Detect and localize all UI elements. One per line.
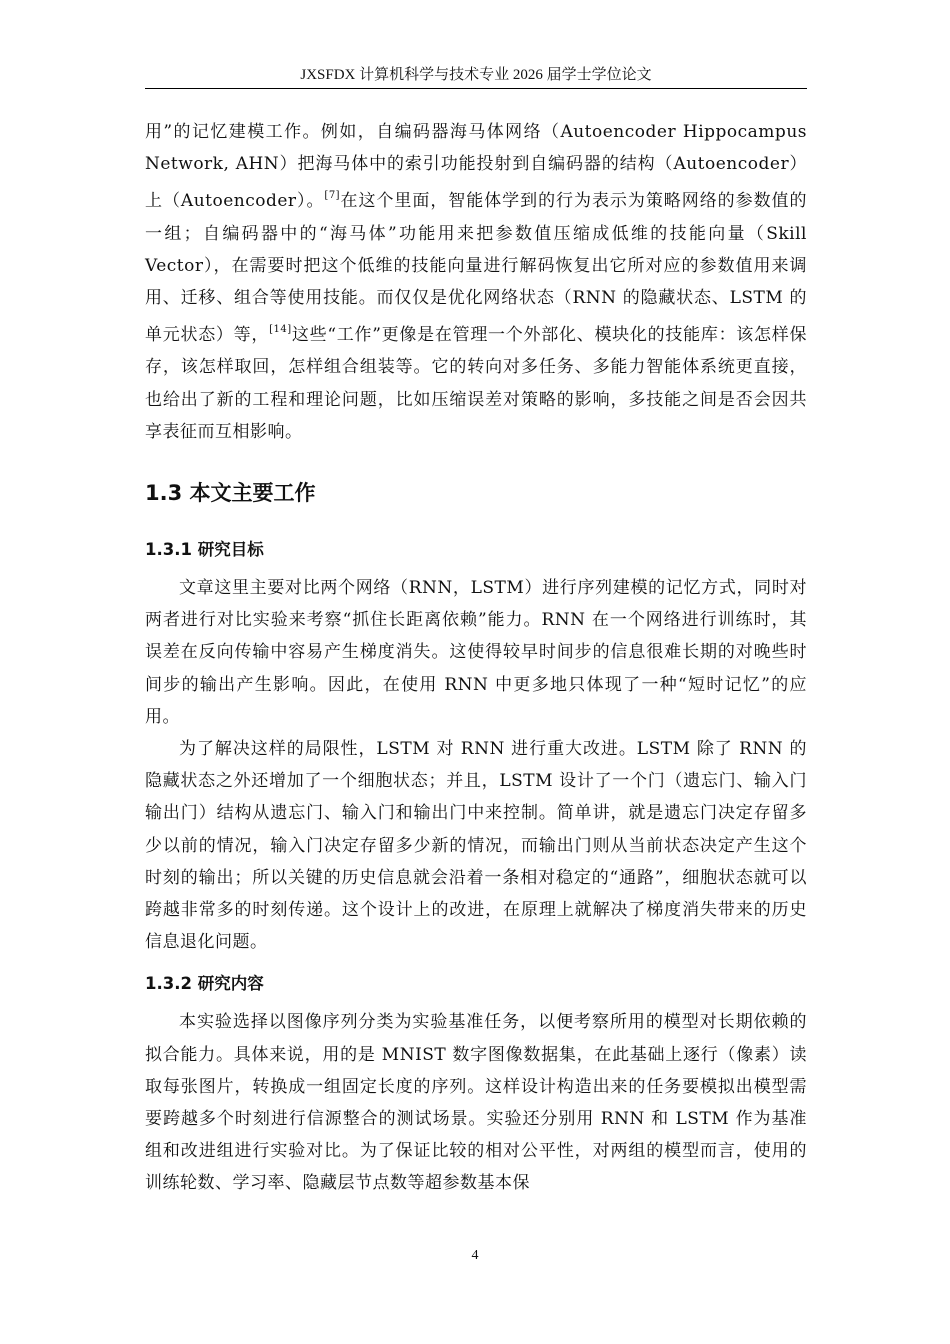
intro-text-part2: 在这个里面，智能体学到的行为表示为策略网络的参数值的一组；自编码器中的“海马体”功能用来把参数值压缩成低维的技能向量（Skill Vector），在需要时把这个低维的技能向量进行解码恢复出它所对应的参数值用来调用、迁移、组合等使用技能。而仅仅是优化网络状态（RNN 的隐藏状态、LSTM 的单元状态）等，: [145, 191, 807, 346]
research-goal-paragraph-1: 文章这里主要对比两个网络（RNN，LSTM）进行序列建模的记忆方式，同时对两者进行对比实验来考察“抓住长距离依赖”能力。RNN 在一个网络进行训练时，其误差在反向传输中容易产生梯度消失。这使得较早时间步的信息很难长期的对晚些时间步的输出产生影响。因此，在使用 RNN 中更多地只体现了一种“短时记忆”的应用。: [145, 578, 807, 727]
subsection-heading-research-goal: 1.3.1 研究目标: [145, 540, 264, 560]
citation-7: [7]: [324, 190, 341, 202]
intro-paragraph: [145, 116, 807, 448]
running-header: JXSFDX 计算机科学与技术专业 2026 届学士学位论文: [145, 64, 807, 89]
subsection-heading-research-content: 1.3.2 研究内容: [145, 974, 264, 994]
research-content-paragraph: 本实验选择以图像序列分类为实验基准任务，以便考察所用的模型对长期依赖的拟合能力。具体来说，用的是 MNIST 数字图像数据集，在此基础上逐行（像素）读取每张图片，转换成一组固定长度的序列。这样设计构造出来的任务要模拟出模型需要跨越多个时刻进行信源整合的测试场景。实验还分别用 RNN 和 LSTM 作为基准组和改进组进行实验对比。为了保证比较的相对公平性，对两组的模型而言，使用的训练轮数、学习率、隐藏层节点数等超参数基本保: [145, 1012, 807, 1194]
page-number: 4: [471, 1248, 479, 1263]
section-heading: 1.3 本文主要工作: [145, 481, 316, 506]
intro-text-part1: 用”的记忆建模工作。例如，自编码器海马体网络（Autoencoder Hippocampus Network, AHN）把海马体中的索引功能投射到自编码器的结构（Autoencoder）上（Autoencoder）。: [145, 122, 807, 212]
citation-14: [14]: [269, 324, 292, 336]
intro-text-part3: 这些“工作”更像是在管理一个外部化、模块化的技能库：该怎样保存，该怎样取回，怎样组合组装等。它的转向对多任务、多能力智能体系统更直接，也给出了新的工程和理论问题，比如压缩误差对策略的影响，多技能之间是否会因共享表征而互相影响。: [145, 325, 807, 442]
research-goal-paragraph-2: 为了解决这样的局限性，LSTM 对 RNN 进行重大改进。LSTM 除了 RNN 的隐藏状态之外还增加了一个细胞状态；并且，LSTM 设计了一个门（遗忘门、输入门输出门）结构从遗忘门、输入门和输出门中来控制。简单讲，就是遗忘门决定存留多少以前的情况，输入门决定存留多少新的情况，而输出门则从当前状态决定产生这个时刻的输出；所以关键的历史信息就会沿着一条相对稳定的“通路”，细胞状态就可以跨越非常多的时刻传递。这个设计上的改进，在原理上就解决了梯度消失带来的历史信息退化问题。: [145, 739, 807, 953]
page-body: [145, 116, 807, 1200]
